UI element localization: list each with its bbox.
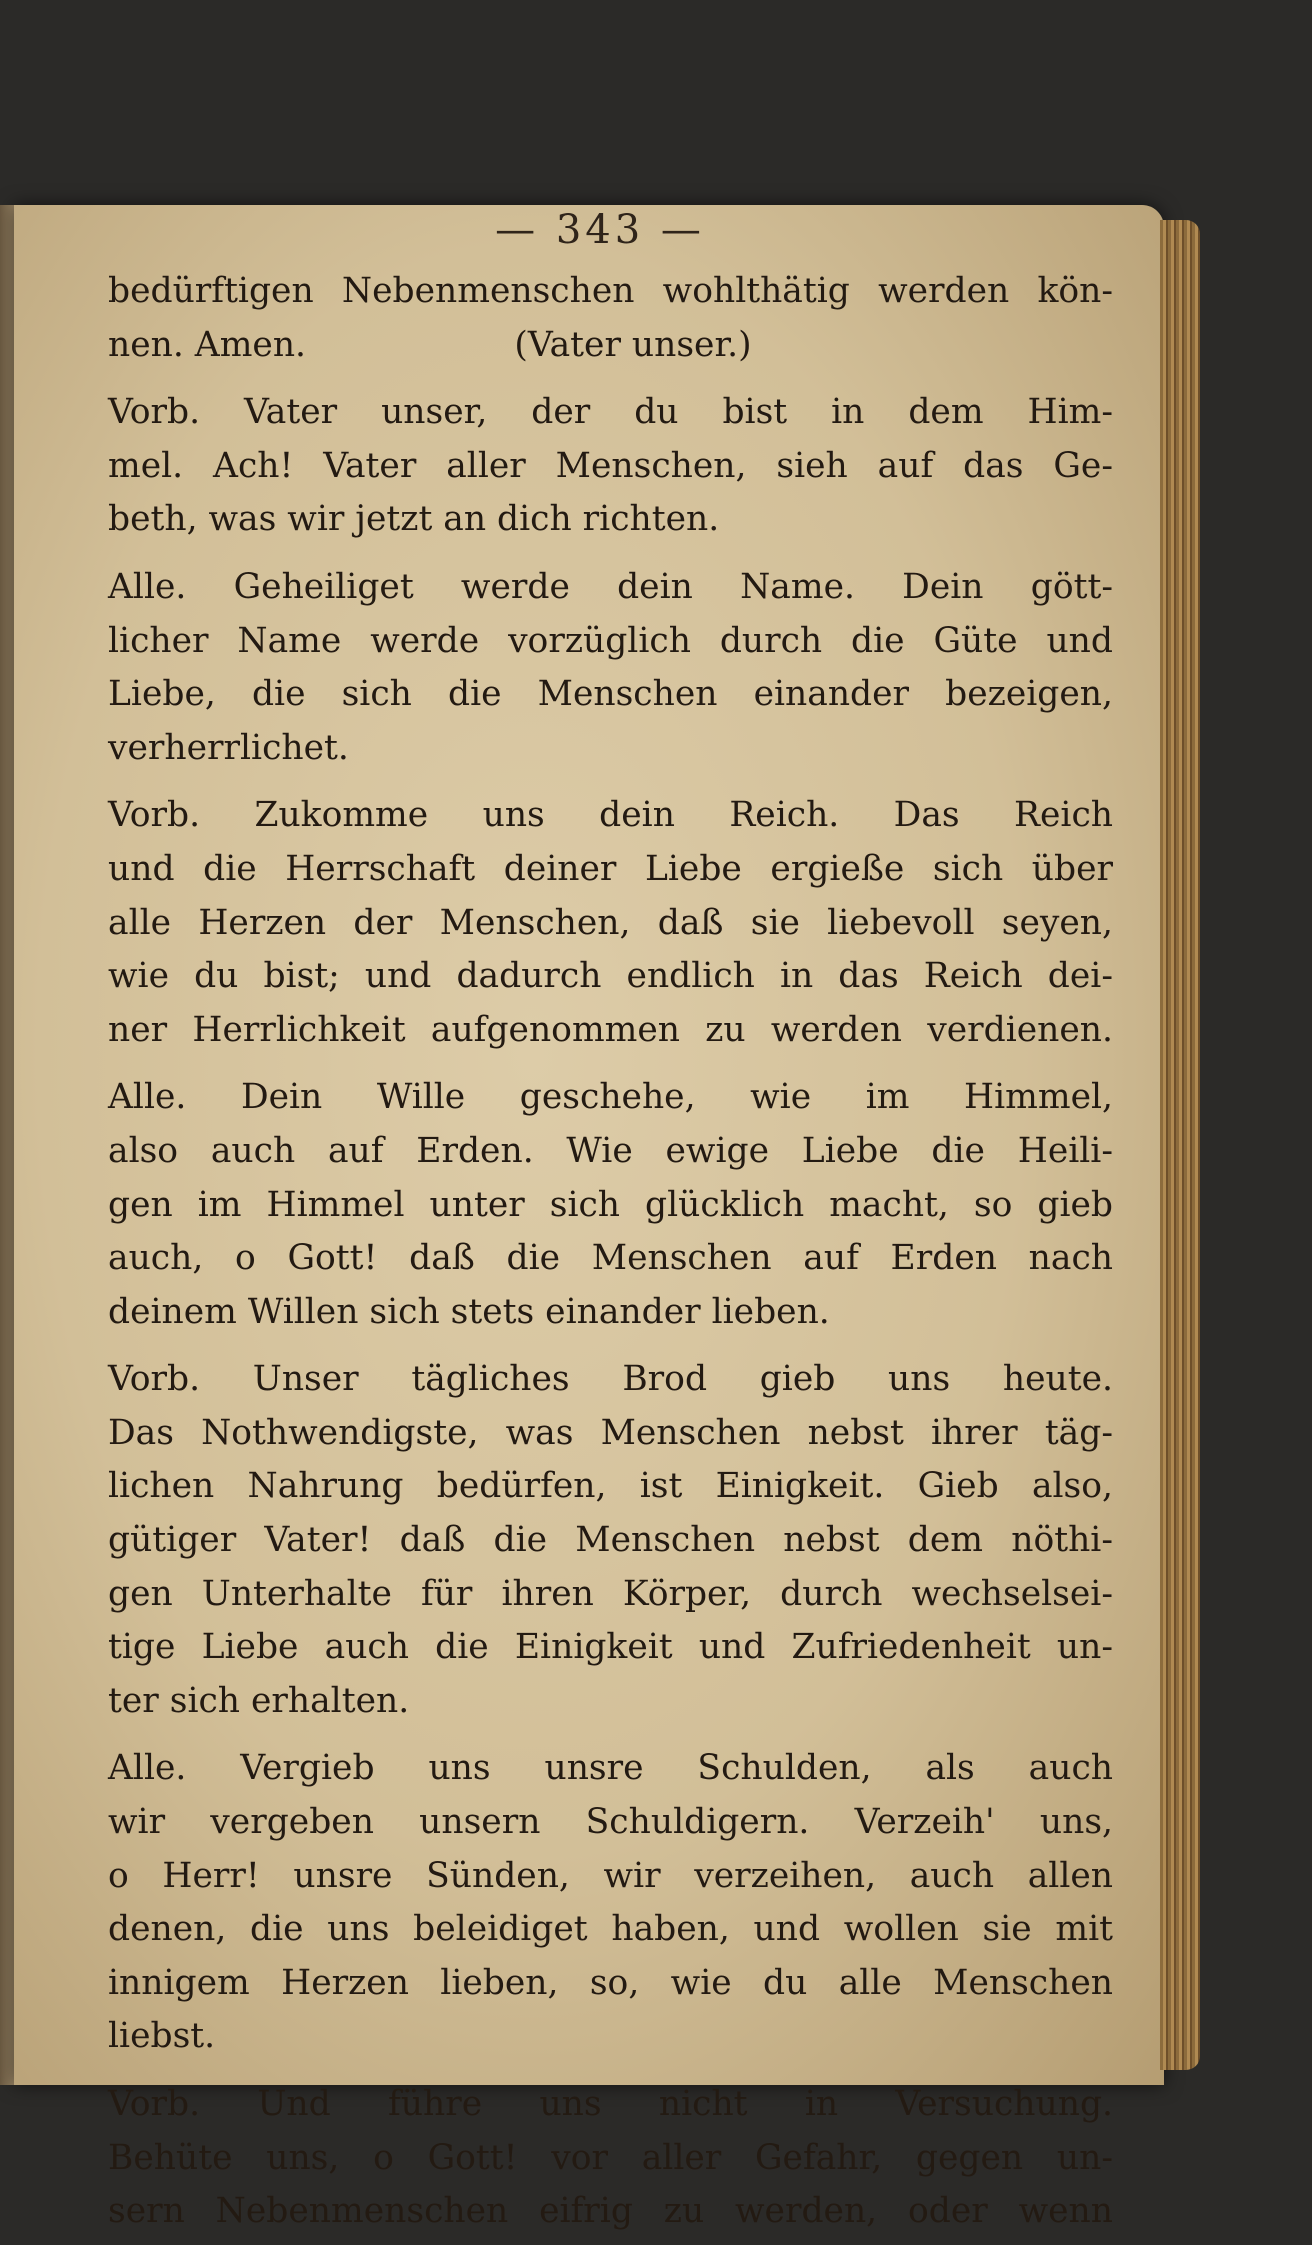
text-line: Alle. Dein Wille geschehe, wie im Himmel, (108, 1077, 1113, 1118)
text-line: Alle. Geheiliget werde dein Name. Dein gött- (108, 566, 1113, 607)
text-line: wir vergeben unsern Schuldigern. Verzeih' uns, (108, 1802, 1113, 1843)
text-line: Behüte uns, o Gott! vor aller Gefahr, gegen un- (108, 2137, 1113, 2178)
text-line: Liebe, die sich die Menschen einander bezeigen, (108, 674, 1113, 715)
text-line: alle Herzen der Menschen, daß sie liebevoll seyen, (108, 902, 1113, 943)
body-text (108, 265, 1113, 2239)
text-line: beth, was wir jetzt an dich richten. (108, 499, 720, 540)
text-line: liebst. (108, 2016, 216, 2057)
text-line: wie du bist; und dadurch endlich in das Reich dei- (108, 956, 1113, 997)
text-line: Alle. Vergieb uns unsre Schulden, als auch (108, 1748, 1113, 1789)
text-line: und die Herrschaft deiner Liebe ergieße sich über (108, 848, 1113, 889)
text-line: Vorb. Und führe uns nicht in Versuchung. (108, 2084, 1113, 2124)
text-line: ter sich erhalten. (108, 1680, 410, 1721)
text-line: verherrlichet. (108, 727, 349, 768)
text-line: nen. Amen. (Vater unser.) (108, 324, 752, 365)
text-line: ner Herrlichkeit aufgenommen zu werden verdienen. (108, 1009, 1113, 1050)
text-line: Das Nothwendigste, was Menschen nebst ihrer täg- (108, 1412, 1113, 1453)
text-line: also auch auf Erden. Wie ewige Liebe die Heili- (108, 1130, 1113, 1171)
text-line: Vorb. Unser tägliches Brod gieb uns heute. (108, 1359, 1113, 1400)
text-line: denen, die uns beleidiget haben, und wollen sie mit (108, 1909, 1113, 1950)
text-line: gen Unterhalte für ihren Körper, durch wechselsei- (108, 1573, 1113, 1614)
page-number: — 343 — (495, 207, 705, 253)
text-line: licher Name werde vorzüglich durch die Güte und (108, 620, 1113, 661)
text-line: mel. Ach! Vater aller Menschen, sieh auf das Ge- (108, 445, 1113, 486)
text-line: sern Nebenmenschen eifrig zu werden, oder wenn (108, 2191, 1113, 2232)
text-line: tige Liebe auch die Einigkeit und Zufriedenheit un- (108, 1627, 1113, 1668)
text-line: gen im Himmel unter sich glücklich macht, so gieb (108, 1184, 1113, 1225)
text-line: Vorb. Zukomme uns dein Reich. Das Reich (108, 795, 1113, 836)
page-block-edge (1160, 220, 1200, 2070)
text-line: auch, o Gott! daß die Menschen auf Erden nach (108, 1238, 1113, 1279)
text-line: lichen Nahrung bedürfen, ist Einigkeit. Gieb also, (108, 1466, 1113, 1507)
text-line: bedürftigen Nebenmenschen wohlthätig werden kön- (108, 271, 1113, 311)
text-line: deinem Willen sich stets einander lieben. (108, 1291, 830, 1332)
text-line: gütiger Vater! daß die Menschen nebst dem nöthi- (108, 1520, 1113, 1561)
text-line: Vorb. Vater unser, der du bist in dem Him- (108, 392, 1113, 433)
text-line: o Herr! unsre Sünden, wir verzeihen, auch allen (108, 1855, 1113, 1896)
text-line: innigem Herzen lieben, so, wie du alle Menschen (108, 1962, 1113, 2003)
